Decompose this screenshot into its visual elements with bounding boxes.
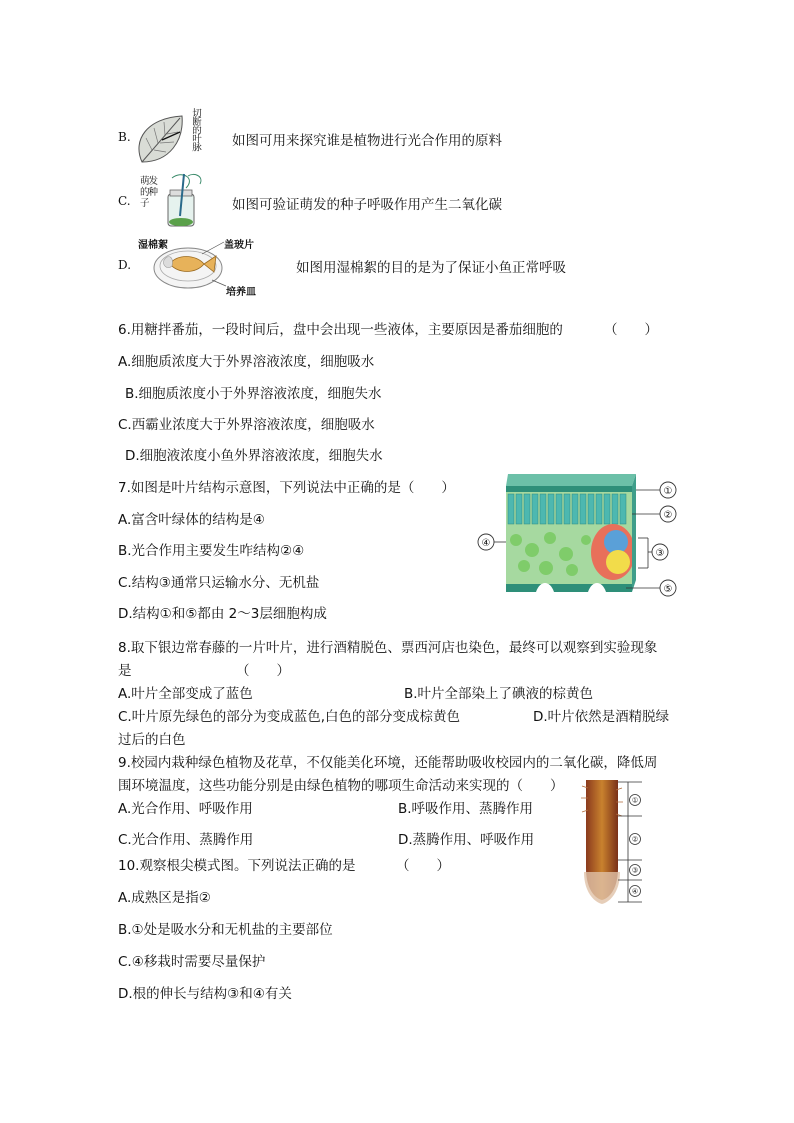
option-d-text: 如图用湿棉絮的目的是为了保证小鱼正常呼吸 — [296, 260, 566, 276]
q8-option-d-cont: 过后的白色 — [118, 732, 186, 748]
q8-stem-line2: 是 — [118, 663, 132, 679]
q6-blank: （ ） — [604, 322, 658, 338]
root-tip-figure — [580, 776, 650, 906]
q10-stem: 10.观察根尖模式图。下列说法正确的是 — [118, 858, 356, 874]
root-label-3: ③ — [631, 866, 639, 875]
root-label-4: ④ — [631, 887, 639, 896]
leaf-structure-figure — [476, 470, 686, 600]
leaf-label-4: ④ — [481, 538, 491, 549]
q6-option-a: A.细胞质浓度大于外界溶液浓度，细胞吸水 — [118, 354, 375, 370]
q8-blank: （ ） — [236, 663, 290, 679]
q8-option-a: A.叶片全部变成了蓝色 — [118, 686, 253, 702]
fish-dish-figure — [150, 244, 230, 294]
q9-option-b: B.呼吸作用、蒸腾作用 — [398, 801, 534, 817]
q10-option-a: A.成熟区是指② — [118, 890, 211, 906]
leaf-label-1: ① — [663, 486, 673, 497]
q10-blank: （ ） — [396, 858, 450, 874]
petri-dish-label: 培养皿 — [226, 287, 256, 298]
option-d-letter: D. — [118, 258, 132, 272]
leaf-label-3: ③ — [655, 548, 665, 559]
cut-vein-label: 切断的叶脉 — [190, 108, 201, 151]
q8-option-b: B.叶片全部染上了碘液的棕黄色 — [404, 686, 594, 702]
leaf-label-5: ⑤ — [663, 584, 673, 595]
q9-option-c: C.光合作用、蒸腾作用 — [118, 832, 254, 848]
q6-option-b: B.细胞质浓度小于外界溶液浓度，细胞失水 — [125, 386, 382, 402]
q6-option-c: C.西霸业浓度大于外界溶液浓度，细胞吸水 — [118, 417, 375, 433]
q10-option-d: D.根的伸长与结构③和④有关 — [118, 986, 292, 1002]
option-b-letter: B. — [118, 130, 131, 144]
option-c-text: 如图可验证萌发的种子呼吸作用产生二氧化碳 — [232, 197, 502, 213]
q8-stem-line1: 8.取下银边常春藤的一片叶片，进行酒精脱色、票西河店也染色，最终可以观察到实验现象 — [118, 640, 658, 656]
option-c-letter: C. — [118, 194, 131, 208]
germinating-seed-label: 萌发的种子 — [140, 176, 158, 209]
q9-option-d: D.蒸腾作用、呼吸作用 — [398, 832, 535, 848]
seed-jar-figure — [160, 172, 210, 228]
q7-option-b: B.光合作用主要发生咋结构②④ — [118, 543, 305, 559]
q9-stem-line2: 围环境温度，这些功能分别是由绿色植物的哪项生命活动来实现的（ ） — [118, 778, 564, 794]
q6-stem: 6.用糖拌番茄，一段时间后，盘中会出现一些液体，主要原因是番茄细胞的 — [118, 322, 563, 338]
q9-option-a: A.光合作用、呼吸作用 — [118, 801, 253, 817]
leaf-label-2: ② — [663, 510, 673, 521]
q8-option-d: D.叶片依然是酒精脱绿 — [533, 709, 670, 725]
wet-cotton-label: 湿棉絮 — [138, 240, 168, 251]
option-b-text: 如图可用来探究谁是植物进行光合作用的原料 — [232, 133, 502, 149]
cover-glass-label: 盖玻片 — [224, 240, 254, 251]
q7-option-c: C.结构③通常只运输水分、无机盐 — [118, 575, 320, 591]
q7-stem: 7.如图是叶片结构示意图，下列说法中正确的是（ ） — [118, 480, 455, 496]
q9-stem-line1: 9.校园内栽种绿色植物及花草，不仅能美化环境，还能帮助吸收校园内的二氧化碳，降低周 — [118, 755, 658, 771]
root-label-2: ② — [631, 835, 639, 844]
q7-option-d: D.结构①和⑤都由 2～3层细胞构成 — [118, 606, 327, 622]
q10-option-c: C.④移栽时需要尽量保护 — [118, 954, 266, 970]
q7-option-a: A.富含叶绿体的结构是④ — [118, 512, 265, 528]
q6-option-d: D.细胞液浓度小鱼外界溶液浓度，细胞失水 — [125, 448, 383, 464]
cut-leaf-figure — [132, 110, 192, 168]
root-label-1: ① — [631, 796, 639, 805]
q10-option-b: B.①处是吸水分和无机盐的主要部位 — [118, 922, 333, 938]
q8-option-c: C.叶片原先绿色的部分为变成蓝色,白色的部分变成棕黄色 — [118, 709, 461, 725]
